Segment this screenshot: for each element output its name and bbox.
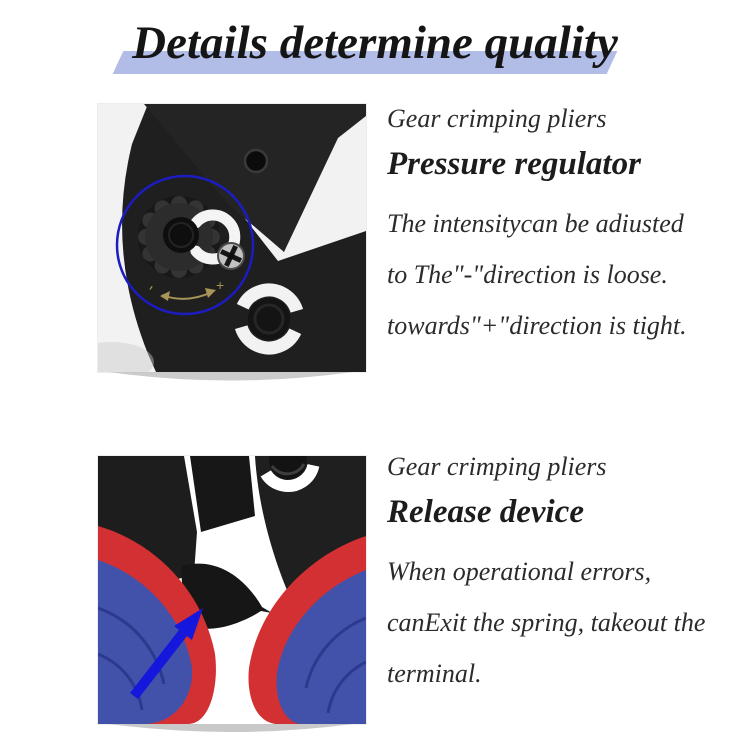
crimper-head-illustration — [98, 104, 366, 372]
jaw-column — [190, 456, 255, 532]
body-line: terminal. — [387, 659, 482, 688]
body-line: towards"+"direction is tight. — [387, 311, 687, 340]
minus-label: - — [142, 280, 160, 295]
body-line: The intensitycan be adiusted — [387, 209, 684, 238]
release-device-photo — [97, 455, 367, 725]
page-title: Details determine quality — [132, 17, 618, 69]
section-heading: Pressure regulator — [387, 146, 641, 182]
body-line: to The"-"direction is loose. — [387, 260, 668, 289]
body-line: canExit the spring, takeout the — [387, 608, 706, 637]
section-heading: Release device — [387, 494, 584, 530]
photo-shadow — [105, 724, 357, 739]
section-pressure-regulator — [387, 104, 737, 351]
photo-shadow — [105, 372, 357, 387]
section-release-device — [387, 452, 737, 699]
pressure-regulator-photo — [97, 103, 367, 373]
rivet-hole — [245, 150, 267, 172]
release-device-illustration — [98, 456, 366, 724]
page-header — [0, 0, 750, 90]
plus-label: + — [216, 277, 225, 293]
body-line: When operational errors, — [387, 557, 652, 586]
section-kicker: Gear crimping pliers — [387, 104, 607, 133]
section-kicker: Gear crimping pliers — [387, 452, 607, 481]
